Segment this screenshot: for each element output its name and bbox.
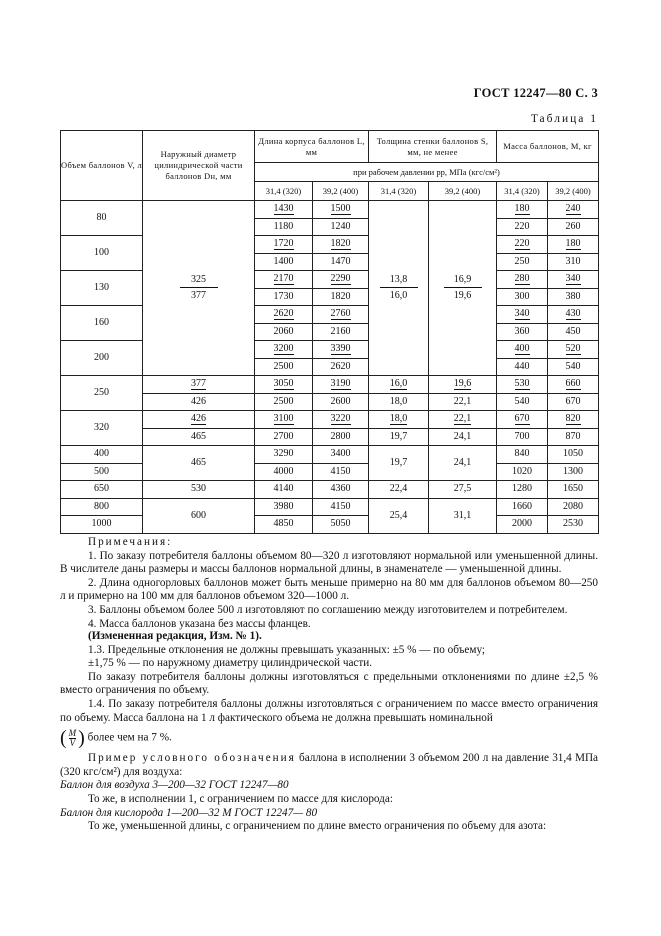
cell-length (313, 376, 369, 394)
length-reduced: 1470 (313, 253, 369, 271)
cell-volume: 1000 (61, 516, 143, 534)
length-reduced: 2060 (255, 323, 313, 341)
wall-reduced: 22,1 (429, 393, 497, 411)
header-length: Длина корпуса баллонов L, мм (255, 131, 369, 163)
cell-length (255, 411, 313, 429)
header-p1: 31,4 (320) (497, 182, 548, 201)
cell-length: 4140 (255, 481, 313, 499)
mass-reduced: 250 (497, 253, 548, 271)
cell-mass (497, 306, 548, 324)
header-pressure: при рабочем давлении pр, МПа (кгс/см²) (255, 163, 599, 182)
header-volume: Объем баллонов V, л (61, 131, 143, 201)
length-reduced: 2160 (313, 323, 369, 341)
cell-mass: 2530 (548, 516, 599, 534)
mass-reduced: 300 (497, 288, 548, 306)
wall-reduced: 19,7 (369, 428, 429, 446)
length-normal: 2170 (273, 273, 294, 285)
cell-wall (429, 376, 497, 394)
wall-normal: 22,1 (453, 413, 472, 425)
mass-normal: 400 (514, 343, 530, 355)
mass-reduced: 540 (497, 393, 548, 411)
wall-reduced: 18,0 (369, 393, 429, 411)
mass-reduced: 700 (497, 428, 548, 446)
diameter-reduced: 377 (191, 290, 206, 301)
length-normal: 3390 (330, 343, 351, 355)
cell-wall: 27,5 (429, 481, 497, 499)
cell-volume: 100 (61, 236, 143, 271)
notes-block (60, 536, 598, 631)
cell-mass (497, 376, 548, 394)
cell-mass: 840 (497, 446, 548, 464)
cell-length (255, 306, 313, 324)
cell-mass (497, 271, 548, 289)
length-reduced: 2600 (313, 393, 369, 411)
length-normal: 3100 (273, 413, 294, 425)
length-normal: 3200 (273, 343, 294, 355)
cell-mass: 1280 (497, 481, 548, 499)
cell-volume: 130 (61, 271, 143, 306)
length-normal: 3050 (273, 378, 294, 390)
paragraph-1-3b: ±1,75 % — по наружному диаметру цилиндрической части. (88, 657, 373, 670)
example-rest: баллона в исполнении 3 объемом 200 л на давление 31,4 МПа (320 кгс/см²) для воздуха: (60, 752, 598, 778)
cell-wall (369, 376, 429, 394)
mass-normal: 180 (565, 238, 581, 250)
cell-length: 4150 (313, 463, 369, 481)
cell-length (313, 341, 369, 359)
cell-length (255, 271, 313, 289)
cell-wall (369, 201, 429, 376)
cell-length: 4150 (313, 498, 369, 516)
length-normal: 1820 (330, 238, 351, 250)
length-reduced: 1240 (313, 218, 369, 236)
cell-wall: 24,1 (429, 446, 497, 481)
cell-length (255, 341, 313, 359)
mass-reduced: 450 (548, 323, 599, 341)
cell-volume: 800 (61, 498, 143, 516)
header-p1: 31,4 (320) (255, 182, 313, 201)
paragraph-1-4-end: ( $\frac{M}{V}$ ) более чем на 7 %. (60, 727, 172, 750)
cell-length (313, 271, 369, 289)
length-normal: 3220 (330, 413, 351, 425)
paragraph-1-3c: По заказу потребителя баллоны должны изготовляться с предельными отклонениями по длине ±2,5 % вместо ограничения по объему. (60, 670, 598, 697)
header-p2: 39,2 (400) (429, 182, 497, 201)
paragraph-1-4: 1.4. По заказу потребителя баллоны должны изготовляться с ограничением по массе вместо ограничения по объему. Масса баллона на 1 л фактического объема не должна превышать номинальной (60, 697, 598, 724)
mass-normal: 660 (565, 378, 581, 390)
cell-length: 5050 (313, 516, 369, 534)
cell-mass: 2000 (497, 516, 548, 534)
cell-mass: 1020 (497, 463, 548, 481)
cell-length: 3400 (313, 446, 369, 464)
cell-mass: 2080 (548, 498, 599, 516)
length-normal: 1500 (330, 203, 351, 215)
wall-normal: 16,0 (389, 378, 408, 390)
length-reduced: 1180 (255, 218, 313, 236)
length-normal: 2620 (273, 308, 294, 320)
note-1: 1. По заказу потребителя баллоны объемом 80—320 л изготовляют нормальной или уменьшенной длины. В числителе даны размеры и массы баллонов нормальной длины, в знаменателе — уменьшенной длины. (60, 549, 598, 576)
mass-normal: 220 (514, 238, 530, 250)
mass-reduced: 380 (548, 288, 599, 306)
length-reduced: 2500 (255, 358, 313, 376)
mass-reduced: 440 (497, 358, 548, 376)
edition-note: (Измененная редакция, Изм. № 1). (88, 630, 262, 642)
note-4: 4. Масса баллонов указана без массы фланцев. (88, 617, 311, 630)
cell-wall (369, 411, 429, 429)
diameter-normal: 325 (180, 272, 218, 288)
body-text (60, 630, 598, 834)
mass-normal: 520 (565, 343, 581, 355)
mass-normal: 340 (565, 273, 581, 285)
mass-normal: 820 (565, 413, 581, 425)
cell-mass (548, 271, 599, 289)
cell-diameter (143, 201, 255, 376)
cell-length (313, 306, 369, 324)
example-designation-1: Баллон для воздуха 3—200—32 ГОСТ 12247—80 (60, 779, 289, 792)
cell-mass (497, 411, 548, 429)
length-normal: 1720 (273, 238, 294, 250)
wall-normal: 16,9 (444, 272, 482, 288)
header-diameter: Наружный диаметр цилиндрической части баллонов Dн, мм (143, 131, 255, 201)
cell-length (313, 411, 369, 429)
mass-reduced: 310 (548, 253, 599, 271)
mass-reduced: 670 (548, 393, 599, 411)
header-p2: 39,2 (400) (548, 182, 599, 201)
mass-normal: 670 (514, 413, 530, 425)
table-title: Таблица 1 (530, 113, 598, 125)
cell-diameter (143, 411, 255, 429)
cell-length (313, 201, 369, 219)
mass-normal: 430 (565, 308, 581, 320)
fraction-v: V (69, 737, 76, 748)
cell-mass (548, 306, 599, 324)
cell-diameter: 530 (143, 481, 255, 499)
cell-diameter (143, 376, 255, 394)
header-p2: 39,2 (400) (313, 182, 369, 201)
mass-normal: 280 (514, 273, 530, 285)
example-designation-2: Баллон для кислорода 1—200—32 М ГОСТ 12247— 80 (60, 806, 318, 819)
length-normal: 2760 (330, 308, 351, 320)
length-reduced: 2620 (313, 358, 369, 376)
mass-reduced: 870 (548, 428, 599, 446)
cell-wall: 31,1 (429, 498, 497, 533)
mass-reduced: 220 (497, 218, 548, 236)
length-reduced: 2700 (255, 428, 313, 446)
length-reduced: 1730 (255, 288, 313, 306)
cell-volume: 320 (61, 411, 143, 446)
diameter-reduced: 426 (143, 393, 255, 411)
cell-mass (548, 201, 599, 219)
diameter-reduced: 465 (143, 428, 255, 446)
cylinder-table (60, 130, 599, 534)
cell-length: 4000 (255, 463, 313, 481)
cell-diameter: 600 (143, 498, 255, 533)
cell-mass: 1300 (548, 463, 599, 481)
example-paragraph (60, 752, 598, 779)
length-reduced: 2800 (313, 428, 369, 446)
header-p1: 31,4 (320) (369, 182, 429, 201)
length-reduced: 2500 (255, 393, 313, 411)
note-3: 3. Баллоны объемом более 500 л изготовляют по соглашению между изготовителем и потребителем. (88, 603, 568, 616)
wall-reduced: 19,6 (453, 290, 472, 301)
notes-title: Примечания: (88, 536, 173, 548)
cell-mass (497, 201, 548, 219)
header-mass: Масса баллонов, M, кг (497, 131, 599, 163)
mass-reduced: 360 (497, 323, 548, 341)
cell-wall (429, 201, 497, 376)
mass-reduced: 260 (548, 218, 599, 236)
cell-mass (548, 341, 599, 359)
cell-mass: 1050 (548, 446, 599, 464)
length-reduced: 1820 (313, 288, 369, 306)
cell-length (313, 236, 369, 254)
page-header: ГОСТ 12247—80 С. 3 (473, 86, 598, 100)
cell-length (255, 376, 313, 394)
diameter-normal: 377 (191, 378, 206, 390)
cell-mass: 1650 (548, 481, 599, 499)
length-reduced: 1400 (255, 253, 313, 271)
cell-volume: 200 (61, 341, 143, 376)
length-normal: 3190 (330, 378, 351, 390)
cell-diameter: 465 (143, 446, 255, 481)
cell-length: 3290 (255, 446, 313, 464)
mass-normal: 530 (514, 378, 530, 390)
cell-mass: 1660 (497, 498, 548, 516)
cell-mass (548, 236, 599, 254)
cell-length: 4850 (255, 516, 313, 534)
fraction-m: M (68, 727, 77, 738)
mass-volume-fraction (69, 729, 77, 748)
cell-volume: 650 (61, 481, 143, 499)
wall-normal: 19,6 (453, 378, 472, 390)
wall-normal: 13,8 (380, 272, 418, 288)
length-normal: 2290 (330, 273, 351, 285)
paragraph-1-3a: 1.3. Предельные отклонения не должны превышать указанных: ±5 % — по объему; (88, 643, 486, 656)
cell-volume: 80 (61, 201, 143, 236)
mass-normal: 180 (514, 203, 530, 215)
cell-length: 3980 (255, 498, 313, 516)
cell-volume: 250 (61, 376, 143, 411)
cell-wall: 25,4 (369, 498, 429, 533)
cell-mass (548, 411, 599, 429)
cell-length (255, 201, 313, 219)
wall-normal: 18,0 (389, 413, 408, 425)
mass-normal: 340 (514, 308, 530, 320)
wall-reduced: 24,1 (429, 428, 497, 446)
cell-wall (429, 411, 497, 429)
cell-mass (497, 236, 548, 254)
cell-volume: 400 (61, 446, 143, 464)
same-note-1: То же, в исполнении 1, с ограничением по массе для кислорода: (88, 792, 393, 805)
wall-reduced: 16,0 (389, 290, 408, 301)
length-normal: 1430 (273, 203, 294, 215)
cell-volume: 500 (61, 463, 143, 481)
cell-mass (497, 341, 548, 359)
cell-length: 4360 (313, 481, 369, 499)
note-2: 2. Длина одногорловых баллонов может быть меньше примерно на 80 мм для баллонов объемом 80—250 л и примерно на 100 мм для баллонов объемом 320—1000 л. (60, 576, 598, 603)
mass-normal: 240 (565, 203, 581, 215)
same-note-2: То же, уменьшенной длины, с ограничением по длине вместо ограничения по объему для азота: (88, 820, 547, 833)
cell-wall: 22,4 (369, 481, 429, 499)
header-wall: Толщина стенки баллонов S, мм, не менее (369, 131, 497, 163)
cell-mass (548, 376, 599, 394)
cell-wall: 19,7 (369, 446, 429, 481)
cell-length (255, 236, 313, 254)
example-label: Пример условного обозначения (88, 752, 296, 765)
cell-volume: 160 (61, 306, 143, 341)
paragraph-1-4-tail: более чем на 7 %. (87, 731, 172, 744)
diameter-normal: 426 (191, 413, 206, 425)
mass-reduced: 540 (548, 358, 599, 376)
